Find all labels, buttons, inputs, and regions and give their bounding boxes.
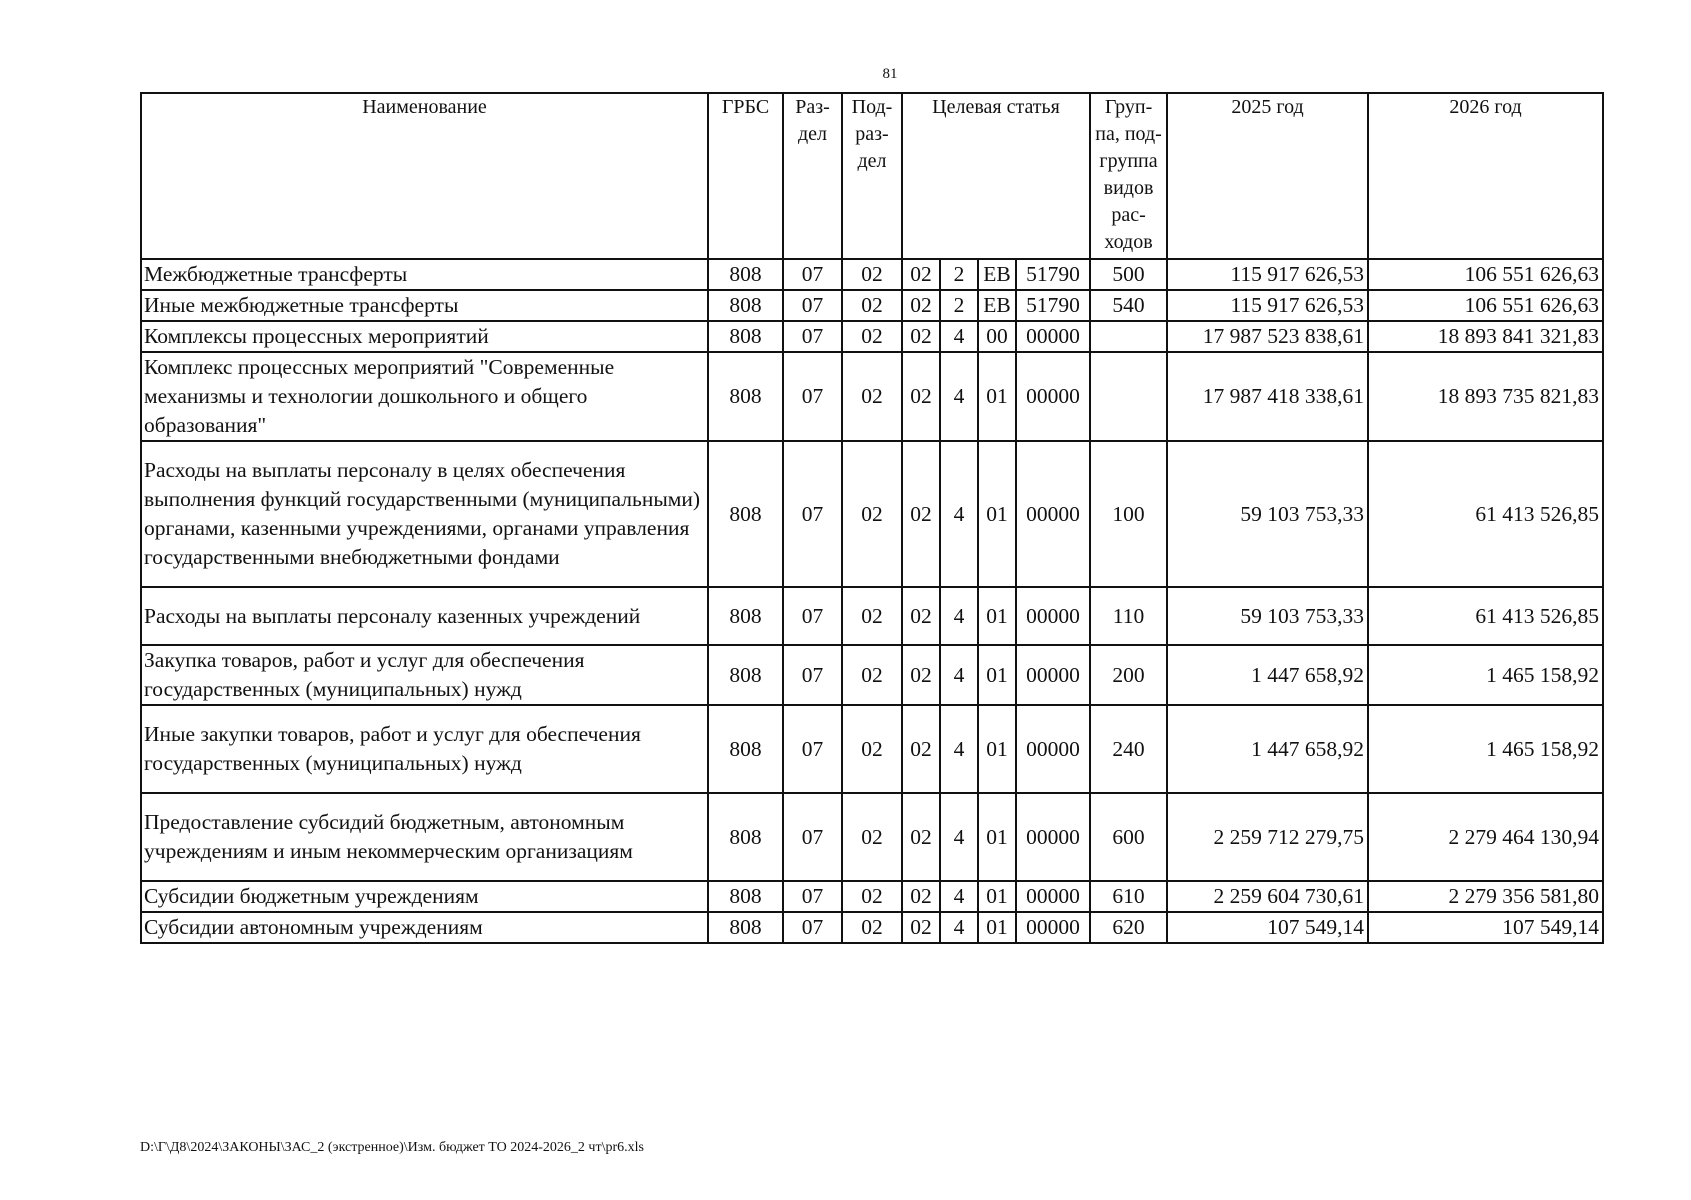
header-year-2025: 2025 год bbox=[1167, 93, 1368, 259]
row-name: Комплексы процессных мероприятий bbox=[141, 321, 708, 352]
row-grbs: 808 bbox=[708, 881, 783, 912]
row-target-type: 4 bbox=[940, 587, 978, 645]
row-podrazdel: 02 bbox=[842, 793, 902, 881]
table-row bbox=[141, 705, 1603, 793]
row-target-type: 2 bbox=[940, 259, 978, 290]
row-name: Комплекс процессных мероприятий "Современные механизмы и технологии дошкольного и общего образования" bbox=[141, 352, 708, 441]
row-razdel: 07 bbox=[783, 259, 842, 290]
row-amount-2026: 107 549,14 bbox=[1368, 912, 1603, 943]
row-target-program: 02 bbox=[902, 321, 940, 352]
row-expense-group: 110 bbox=[1090, 587, 1167, 645]
row-expense-group: 600 bbox=[1090, 793, 1167, 881]
row-amount-2025: 2 259 604 730,61 bbox=[1167, 881, 1368, 912]
row-podrazdel: 02 bbox=[842, 587, 902, 645]
header-podrazdel: Под-раз-дел bbox=[842, 93, 902, 259]
table-row bbox=[141, 793, 1603, 881]
row-amount-2026: 1 465 158,92 bbox=[1368, 705, 1603, 793]
header-target-article: Целевая статья bbox=[902, 93, 1090, 259]
row-amount-2025: 59 103 753,33 bbox=[1167, 441, 1368, 587]
row-target-direction: 00000 bbox=[1016, 441, 1090, 587]
page-number: 81 bbox=[882, 66, 898, 82]
row-amount-2026: 18 893 841 321,83 bbox=[1368, 321, 1603, 352]
row-target-direction: 00000 bbox=[1016, 912, 1090, 943]
row-expense-group: 500 bbox=[1090, 259, 1167, 290]
row-target-direction: 00000 bbox=[1016, 705, 1090, 793]
row-target-program: 02 bbox=[902, 259, 940, 290]
row-razdel: 07 bbox=[783, 441, 842, 587]
row-amount-2026: 61 413 526,85 bbox=[1368, 587, 1603, 645]
row-razdel: 07 bbox=[783, 912, 842, 943]
row-target-type: 4 bbox=[940, 881, 978, 912]
row-amount-2025: 1 447 658,92 bbox=[1167, 705, 1368, 793]
row-target-direction: 51790 bbox=[1016, 290, 1090, 321]
row-amount-2025: 17 987 523 838,61 bbox=[1167, 321, 1368, 352]
row-podrazdel: 02 bbox=[842, 352, 902, 441]
row-grbs: 808 bbox=[708, 352, 783, 441]
row-target-type: 4 bbox=[940, 705, 978, 793]
table-row bbox=[141, 912, 1603, 943]
row-target-direction: 00000 bbox=[1016, 881, 1090, 912]
row-grbs: 808 bbox=[708, 290, 783, 321]
row-grbs: 808 bbox=[708, 645, 783, 705]
row-grbs: 808 bbox=[708, 259, 783, 290]
row-grbs: 808 bbox=[708, 705, 783, 793]
row-target-complex: ЕВ bbox=[978, 290, 1016, 321]
row-podrazdel: 02 bbox=[842, 441, 902, 587]
row-name: Субсидии бюджетным учреждениям bbox=[141, 881, 708, 912]
row-target-complex: 01 bbox=[978, 881, 1016, 912]
row-amount-2025: 107 549,14 bbox=[1167, 912, 1368, 943]
row-amount-2025: 2 259 712 279,75 bbox=[1167, 793, 1368, 881]
header-name: Наименование bbox=[141, 93, 708, 259]
row-target-program: 02 bbox=[902, 645, 940, 705]
row-target-complex: 01 bbox=[978, 441, 1016, 587]
row-podrazdel: 02 bbox=[842, 912, 902, 943]
row-target-program: 02 bbox=[902, 290, 940, 321]
row-razdel: 07 bbox=[783, 645, 842, 705]
row-podrazdel: 02 bbox=[842, 290, 902, 321]
row-target-program: 02 bbox=[902, 793, 940, 881]
budget-table bbox=[140, 92, 1604, 944]
row-expense-group: 620 bbox=[1090, 912, 1167, 943]
row-name: Расходы на выплаты персоналу в целях обеспечения выполнения функций государственными (муниципальными) органами, казенными учреждениями, органами управления государственными внебюджетными фондами bbox=[141, 441, 708, 587]
table-row bbox=[141, 441, 1603, 587]
row-target-program: 02 bbox=[902, 352, 940, 441]
file-path-footer: D:\Г\Д8\2024\ЗАКОНЫ\ЗАС_2 (экстренное)\Изм. бюджет ТО 2024-2026_2 чт\pr6.xls bbox=[140, 1140, 644, 1155]
row-grbs: 808 bbox=[708, 912, 783, 943]
table-row bbox=[141, 881, 1603, 912]
row-razdel: 07 bbox=[783, 793, 842, 881]
row-target-program: 02 bbox=[902, 912, 940, 943]
row-razdel: 07 bbox=[783, 290, 842, 321]
row-amount-2025: 59 103 753,33 bbox=[1167, 587, 1368, 645]
row-target-type: 4 bbox=[940, 912, 978, 943]
row-target-program: 02 bbox=[902, 881, 940, 912]
row-name: Иные закупки товаров, работ и услуг для обеспечения государственных (муниципальных) нужд bbox=[141, 705, 708, 793]
table-row bbox=[141, 645, 1603, 705]
row-podrazdel: 02 bbox=[842, 881, 902, 912]
row-target-direction: 51790 bbox=[1016, 259, 1090, 290]
row-target-complex: 01 bbox=[978, 352, 1016, 441]
row-target-type: 4 bbox=[940, 352, 978, 441]
row-name: Субсидии автономным учреждениям bbox=[141, 912, 708, 943]
row-target-complex: 01 bbox=[978, 793, 1016, 881]
row-expense-group bbox=[1090, 352, 1167, 441]
row-podrazdel: 02 bbox=[842, 645, 902, 705]
header-grbs: ГРБС bbox=[708, 93, 783, 259]
table-row bbox=[141, 352, 1603, 441]
row-amount-2025: 17 987 418 338,61 bbox=[1167, 352, 1368, 441]
row-amount-2026: 2 279 356 581,80 bbox=[1368, 881, 1603, 912]
row-amount-2025: 115 917 626,53 bbox=[1167, 290, 1368, 321]
row-target-type: 4 bbox=[940, 645, 978, 705]
row-expense-group: 100 bbox=[1090, 441, 1167, 587]
row-razdel: 07 bbox=[783, 587, 842, 645]
row-target-complex: 01 bbox=[978, 705, 1016, 793]
row-target-type: 2 bbox=[940, 290, 978, 321]
table-header-row bbox=[141, 93, 1603, 259]
header-year-2026: 2026 год bbox=[1368, 93, 1603, 259]
row-amount-2025: 1 447 658,92 bbox=[1167, 645, 1368, 705]
row-name: Иные межбюджетные трансферты bbox=[141, 290, 708, 321]
row-amount-2026: 2 279 464 130,94 bbox=[1368, 793, 1603, 881]
row-razdel: 07 bbox=[783, 881, 842, 912]
table-row bbox=[141, 290, 1603, 321]
row-amount-2026: 106 551 626,63 bbox=[1368, 259, 1603, 290]
row-target-complex: 01 bbox=[978, 645, 1016, 705]
row-target-complex: 00 bbox=[978, 321, 1016, 352]
row-amount-2025: 115 917 626,53 bbox=[1167, 259, 1368, 290]
row-target-program: 02 bbox=[902, 705, 940, 793]
table-row bbox=[141, 587, 1603, 645]
row-razdel: 07 bbox=[783, 352, 842, 441]
header-razdel: Раз-дел bbox=[783, 93, 842, 259]
row-amount-2026: 1 465 158,92 bbox=[1368, 645, 1603, 705]
row-podrazdel: 02 bbox=[842, 321, 902, 352]
row-podrazdel: 02 bbox=[842, 259, 902, 290]
row-target-complex: ЕВ bbox=[978, 259, 1016, 290]
row-grbs: 808 bbox=[708, 441, 783, 587]
row-name: Предоставление субсидий бюджетным, автономным учреждениям и иным некоммерческим организациям bbox=[141, 793, 708, 881]
header-expense-group: Груп-па, под-группа видов рас-ходов bbox=[1090, 93, 1167, 259]
table-body bbox=[141, 259, 1603, 943]
row-target-type: 4 bbox=[940, 793, 978, 881]
row-name: Межбюджетные трансферты bbox=[141, 259, 708, 290]
row-grbs: 808 bbox=[708, 793, 783, 881]
row-name: Закупка товаров, работ и услуг для обеспечения государственных (муниципальных) нужд bbox=[141, 645, 708, 705]
row-name: Расходы на выплаты персоналу казенных учреждений bbox=[141, 587, 708, 645]
table-row bbox=[141, 321, 1603, 352]
row-expense-group: 240 bbox=[1090, 705, 1167, 793]
row-target-program: 02 bbox=[902, 587, 940, 645]
row-expense-group: 610 bbox=[1090, 881, 1167, 912]
row-target-direction: 00000 bbox=[1016, 321, 1090, 352]
row-expense-group: 200 bbox=[1090, 645, 1167, 705]
row-expense-group bbox=[1090, 321, 1167, 352]
row-target-program: 02 bbox=[902, 441, 940, 587]
row-grbs: 808 bbox=[708, 321, 783, 352]
row-razdel: 07 bbox=[783, 705, 842, 793]
row-podrazdel: 02 bbox=[842, 705, 902, 793]
row-amount-2026: 106 551 626,63 bbox=[1368, 290, 1603, 321]
row-amount-2026: 61 413 526,85 bbox=[1368, 441, 1603, 587]
row-target-direction: 00000 bbox=[1016, 352, 1090, 441]
row-grbs: 808 bbox=[708, 587, 783, 645]
row-expense-group: 540 bbox=[1090, 290, 1167, 321]
row-target-complex: 01 bbox=[978, 912, 1016, 943]
table-row bbox=[141, 259, 1603, 290]
row-target-type: 4 bbox=[940, 441, 978, 587]
row-target-direction: 00000 bbox=[1016, 645, 1090, 705]
row-razdel: 07 bbox=[783, 321, 842, 352]
row-target-direction: 00000 bbox=[1016, 587, 1090, 645]
row-target-direction: 00000 bbox=[1016, 793, 1090, 881]
row-amount-2026: 18 893 735 821,83 bbox=[1368, 352, 1603, 441]
row-target-type: 4 bbox=[940, 321, 978, 352]
row-target-complex: 01 bbox=[978, 587, 1016, 645]
